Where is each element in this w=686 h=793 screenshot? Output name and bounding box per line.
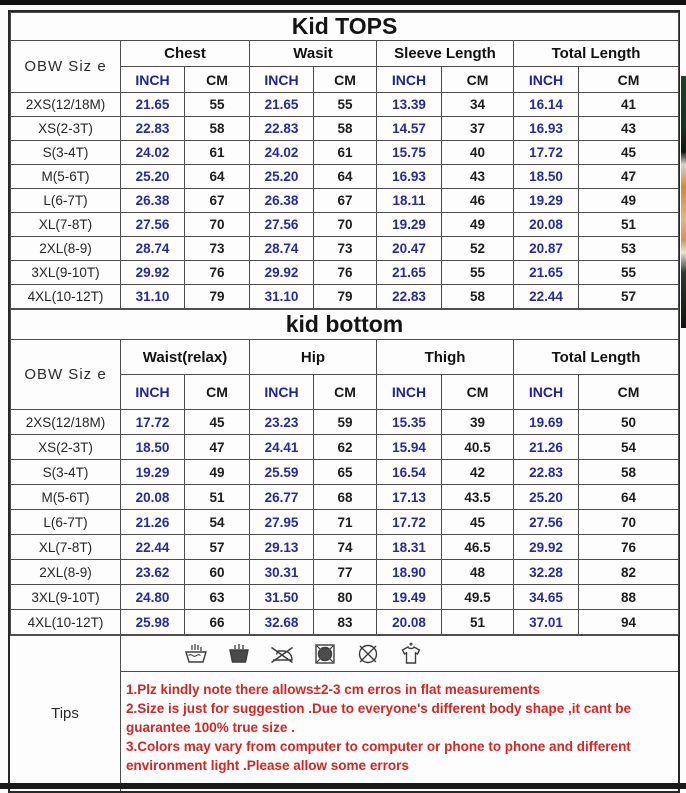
tips-label-cell [10, 636, 121, 791]
table-row [11, 485, 679, 510]
value-cell: 52 [442, 237, 514, 261]
value-cell: 24.02 [250, 141, 314, 165]
value-cell: 58 [314, 117, 377, 141]
table-row [11, 141, 679, 165]
value-cell: 94 [579, 610, 679, 635]
unit-inch-header: INCH [121, 67, 185, 93]
value-cell: 55 [185, 93, 250, 117]
value-cell: 47 [579, 165, 679, 189]
size-cell: M(5-6T) [11, 485, 121, 510]
column-group-header: Thigh [377, 340, 514, 375]
do-not-dry-clean-icon [355, 641, 381, 667]
value-cell: 13.39 [377, 93, 442, 117]
value-cell: 18.50 [514, 165, 579, 189]
value-cell: 79 [314, 285, 377, 309]
value-cell: 49 [442, 213, 514, 237]
unit-inch-header: INCH [377, 375, 442, 410]
value-cell: 67 [185, 189, 250, 213]
value-cell: 25.20 [514, 485, 579, 510]
value-cell: 20.87 [514, 237, 579, 261]
value-cell: 22.44 [121, 535, 185, 560]
size-column-header: OBW Siz e [11, 340, 121, 410]
value-cell: 25.20 [121, 165, 185, 189]
value-cell: 68 [314, 485, 377, 510]
value-cell: 22.44 [514, 285, 579, 309]
size-cell: L(6-7T) [11, 189, 121, 213]
value-cell: 18.90 [377, 560, 442, 585]
value-cell: 20.08 [121, 485, 185, 510]
table-title: Kid TOPS [11, 13, 679, 41]
table-row [11, 585, 679, 610]
value-cell: 20.08 [514, 213, 579, 237]
column-group-header: Hip [250, 340, 377, 375]
hand-wash-icon [183, 641, 209, 667]
tip-line: 1.Plz kindly note there allows±2-3 cm erros in flat measurements [126, 682, 541, 697]
table-row [11, 261, 679, 285]
unit-cm-header: CM [579, 67, 679, 93]
value-cell: 25.20 [250, 165, 314, 189]
value-cell: 37 [442, 117, 514, 141]
value-cell: 20.47 [377, 237, 442, 261]
value-cell: 24.41 [250, 435, 314, 460]
size-cell: 2XL(8-9) [11, 560, 121, 585]
value-cell: 30.31 [250, 560, 314, 585]
size-cell: 2XS(12/18M) [11, 410, 121, 435]
value-cell: 25.98 [121, 610, 185, 635]
value-cell: 82 [579, 560, 679, 585]
value-cell: 51 [579, 213, 679, 237]
value-cell: 63 [185, 585, 250, 610]
value-cell: 29.92 [514, 535, 579, 560]
value-cell: 19.29 [377, 213, 442, 237]
size-cell: XL(7-8T) [11, 213, 121, 237]
value-cell: 43.5 [442, 485, 514, 510]
value-cell: 41 [579, 93, 679, 117]
value-cell: 24.02 [121, 141, 185, 165]
column-group-row [11, 41, 679, 67]
value-cell: 32.28 [514, 560, 579, 585]
tips-content-cell [121, 636, 678, 791]
value-cell: 70 [579, 510, 679, 535]
value-cell: 55 [442, 261, 514, 285]
unit-cm-header: CM [185, 375, 250, 410]
value-cell: 46.5 [442, 535, 514, 560]
value-cell: 74 [314, 535, 377, 560]
shirt-icon [398, 641, 424, 667]
table-row [11, 285, 679, 309]
unit-inch-header: INCH [250, 375, 314, 410]
table-title-row [11, 13, 679, 41]
value-cell: 16.93 [377, 165, 442, 189]
table-row [11, 610, 679, 635]
value-cell: 23.62 [121, 560, 185, 585]
size-cell: XL(7-8T) [11, 535, 121, 560]
value-cell: 60 [185, 560, 250, 585]
value-cell: 39 [442, 410, 514, 435]
value-cell: 21.65 [514, 261, 579, 285]
tips-section [10, 635, 678, 791]
value-cell: 26.38 [121, 189, 185, 213]
column-group-row [11, 340, 679, 375]
top-border-bar [0, 0, 686, 5]
value-cell: 21.65 [121, 93, 185, 117]
table-title-row [11, 310, 679, 340]
unit-cm-header: CM [314, 67, 377, 93]
unit-cm-header: CM [185, 67, 250, 93]
value-cell: 58 [442, 285, 514, 309]
table-row [11, 510, 679, 535]
value-cell: 73 [185, 237, 250, 261]
value-cell: 16.14 [514, 93, 579, 117]
value-cell: 19.29 [121, 460, 185, 485]
do-not-tumble-dry-icon [312, 641, 338, 667]
value-cell: 43 [442, 165, 514, 189]
value-cell: 26.38 [250, 189, 314, 213]
unit-cm-header: CM [442, 375, 514, 410]
value-cell: 22.83 [250, 117, 314, 141]
value-cell: 14.57 [377, 117, 442, 141]
value-cell: 16.93 [514, 117, 579, 141]
unit-inch-header: INCH [514, 67, 579, 93]
value-cell: 31.10 [250, 285, 314, 309]
value-cell: 34.65 [514, 585, 579, 610]
value-cell: 17.72 [121, 410, 185, 435]
value-cell: 19.69 [514, 410, 579, 435]
value-cell: 19.29 [514, 189, 579, 213]
size-cell: XS(2-3T) [11, 117, 121, 141]
table-row [11, 237, 679, 261]
value-cell: 71 [314, 510, 377, 535]
value-cell: 18.50 [121, 435, 185, 460]
column-group-header: Waist(relax) [121, 340, 250, 375]
column-group-header: Sleeve Length [377, 41, 514, 67]
value-cell: 65 [314, 460, 377, 485]
value-cell: 45 [442, 510, 514, 535]
value-cell: 76 [185, 261, 250, 285]
size-cell: 4XL(10-12T) [11, 610, 121, 635]
value-cell: 27.56 [514, 510, 579, 535]
value-cell: 17.72 [514, 141, 579, 165]
table-row [11, 213, 679, 237]
table-row [11, 117, 679, 141]
value-cell: 27.56 [121, 213, 185, 237]
value-cell: 23.23 [250, 410, 314, 435]
value-cell: 17.72 [377, 510, 442, 535]
value-cell: 43 [579, 117, 679, 141]
value-cell: 21.65 [250, 93, 314, 117]
tips-text [121, 672, 678, 791]
value-cell: 58 [579, 460, 679, 485]
kid-bottom-table [10, 309, 679, 635]
value-cell: 40.5 [442, 435, 514, 460]
value-cell: 64 [579, 485, 679, 510]
size-cell: L(6-7T) [11, 510, 121, 535]
value-cell: 64 [314, 165, 377, 189]
value-cell: 77 [314, 560, 377, 585]
value-cell: 53 [579, 237, 679, 261]
tip-line: 2.Size is just for suggestion .Due to everyone's different body shape ,it cant be guarantee 100% true size . [126, 700, 632, 735]
value-cell: 83 [314, 610, 377, 635]
care-icons-row [121, 636, 678, 672]
value-cell: 49.5 [442, 585, 514, 610]
value-cell: 17.13 [377, 485, 442, 510]
unit-inch-header: INCH [250, 67, 314, 93]
value-cell: 28.74 [250, 237, 314, 261]
value-cell: 18.11 [377, 189, 442, 213]
value-cell: 55 [579, 261, 679, 285]
value-cell: 61 [314, 141, 377, 165]
table-row [11, 435, 679, 460]
value-cell: 26.77 [250, 485, 314, 510]
unit-cm-header: CM [442, 67, 514, 93]
value-cell: 57 [185, 535, 250, 560]
table-row [11, 93, 679, 117]
value-cell: 76 [314, 261, 377, 285]
unit-cm-header: CM [579, 375, 679, 410]
value-cell: 54 [185, 510, 250, 535]
do-not-iron-icon [269, 641, 295, 667]
table-row [11, 165, 679, 189]
size-cell: XS(2-3T) [11, 435, 121, 460]
column-group-header: Total Length [514, 41, 679, 67]
value-cell: 88 [579, 585, 679, 610]
table-row [11, 189, 679, 213]
value-cell: 32.68 [250, 610, 314, 635]
value-cell: 54 [579, 435, 679, 460]
bottom-border-bar [0, 783, 686, 789]
value-cell: 15.75 [377, 141, 442, 165]
table-row [11, 460, 679, 485]
size-cell: 3XL(9-10T) [11, 585, 121, 610]
table-row [11, 560, 679, 585]
kid-tops-table [10, 12, 679, 309]
value-cell: 59 [314, 410, 377, 435]
table-row [11, 410, 679, 435]
column-group-header: Total Length [514, 340, 679, 375]
size-cell: S(3-4T) [11, 460, 121, 485]
value-cell: 16.54 [377, 460, 442, 485]
value-cell: 18.31 [377, 535, 442, 560]
value-cell: 49 [579, 189, 679, 213]
value-cell: 40 [442, 141, 514, 165]
value-cell: 66 [185, 610, 250, 635]
value-cell: 21.26 [514, 435, 579, 460]
value-cell: 22.83 [514, 460, 579, 485]
value-cell: 67 [314, 189, 377, 213]
value-cell: 55 [314, 93, 377, 117]
column-group-header: Wasit [250, 41, 377, 67]
photo-edge-sliver [681, 76, 686, 328]
value-cell: 31.10 [121, 285, 185, 309]
value-cell: 15.94 [377, 435, 442, 460]
value-cell: 62 [314, 435, 377, 460]
value-cell: 34 [442, 93, 514, 117]
value-cell: 28.74 [121, 237, 185, 261]
value-cell: 27.95 [250, 510, 314, 535]
value-cell: 27.56 [250, 213, 314, 237]
value-cell: 46 [442, 189, 514, 213]
size-chart-container [8, 10, 680, 793]
value-cell: 21.65 [377, 261, 442, 285]
value-cell: 50 [579, 410, 679, 435]
value-cell: 22.83 [121, 117, 185, 141]
value-cell: 29.13 [250, 535, 314, 560]
value-cell: 70 [185, 213, 250, 237]
value-cell: 45 [579, 141, 679, 165]
size-cell: S(3-4T) [11, 141, 121, 165]
value-cell: 70 [314, 213, 377, 237]
value-cell: 25.59 [250, 460, 314, 485]
tip-line: 3.Colors may vary from computer to computer or phone to phone and different environment light .Please allow some errors [126, 738, 631, 773]
size-cell: 2XL(8-9) [11, 237, 121, 261]
value-cell: 19.49 [377, 585, 442, 610]
value-cell: 45 [185, 410, 250, 435]
value-cell: 73 [314, 237, 377, 261]
value-cell: 29.92 [250, 261, 314, 285]
value-cell: 29.92 [121, 261, 185, 285]
size-column-header: OBW Siz e [11, 41, 121, 93]
value-cell: 22.83 [377, 285, 442, 309]
table-title: kid bottom [11, 310, 679, 340]
size-cell: 4XL(10-12T) [11, 285, 121, 309]
value-cell: 61 [185, 141, 250, 165]
value-cell: 47 [185, 435, 250, 460]
column-group-header: Chest [121, 41, 250, 67]
value-cell: 80 [314, 585, 377, 610]
unit-inch-header: INCH [377, 67, 442, 93]
size-cell: M(5-6T) [11, 165, 121, 189]
value-cell: 51 [442, 610, 514, 635]
value-cell: 79 [185, 285, 250, 309]
value-cell: 20.08 [377, 610, 442, 635]
value-cell: 51 [185, 485, 250, 510]
size-cell: 3XL(9-10T) [11, 261, 121, 285]
unit-inch-header: INCH [121, 375, 185, 410]
value-cell: 64 [185, 165, 250, 189]
wash-basin-icon [226, 641, 252, 667]
value-cell: 31.50 [250, 585, 314, 610]
value-cell: 15.35 [377, 410, 442, 435]
value-cell: 48 [442, 560, 514, 585]
value-cell: 42 [442, 460, 514, 485]
tips-label: Tips [51, 705, 79, 722]
unit-inch-header: INCH [514, 375, 579, 410]
table-row [11, 535, 679, 560]
value-cell: 37.01 [514, 610, 579, 635]
unit-cm-header: CM [314, 375, 377, 410]
value-cell: 76 [579, 535, 679, 560]
size-cell: 2XS(12/18M) [11, 93, 121, 117]
value-cell: 57 [579, 285, 679, 309]
value-cell: 24.80 [121, 585, 185, 610]
value-cell: 21.26 [121, 510, 185, 535]
value-cell: 49 [185, 460, 250, 485]
value-cell: 58 [185, 117, 250, 141]
